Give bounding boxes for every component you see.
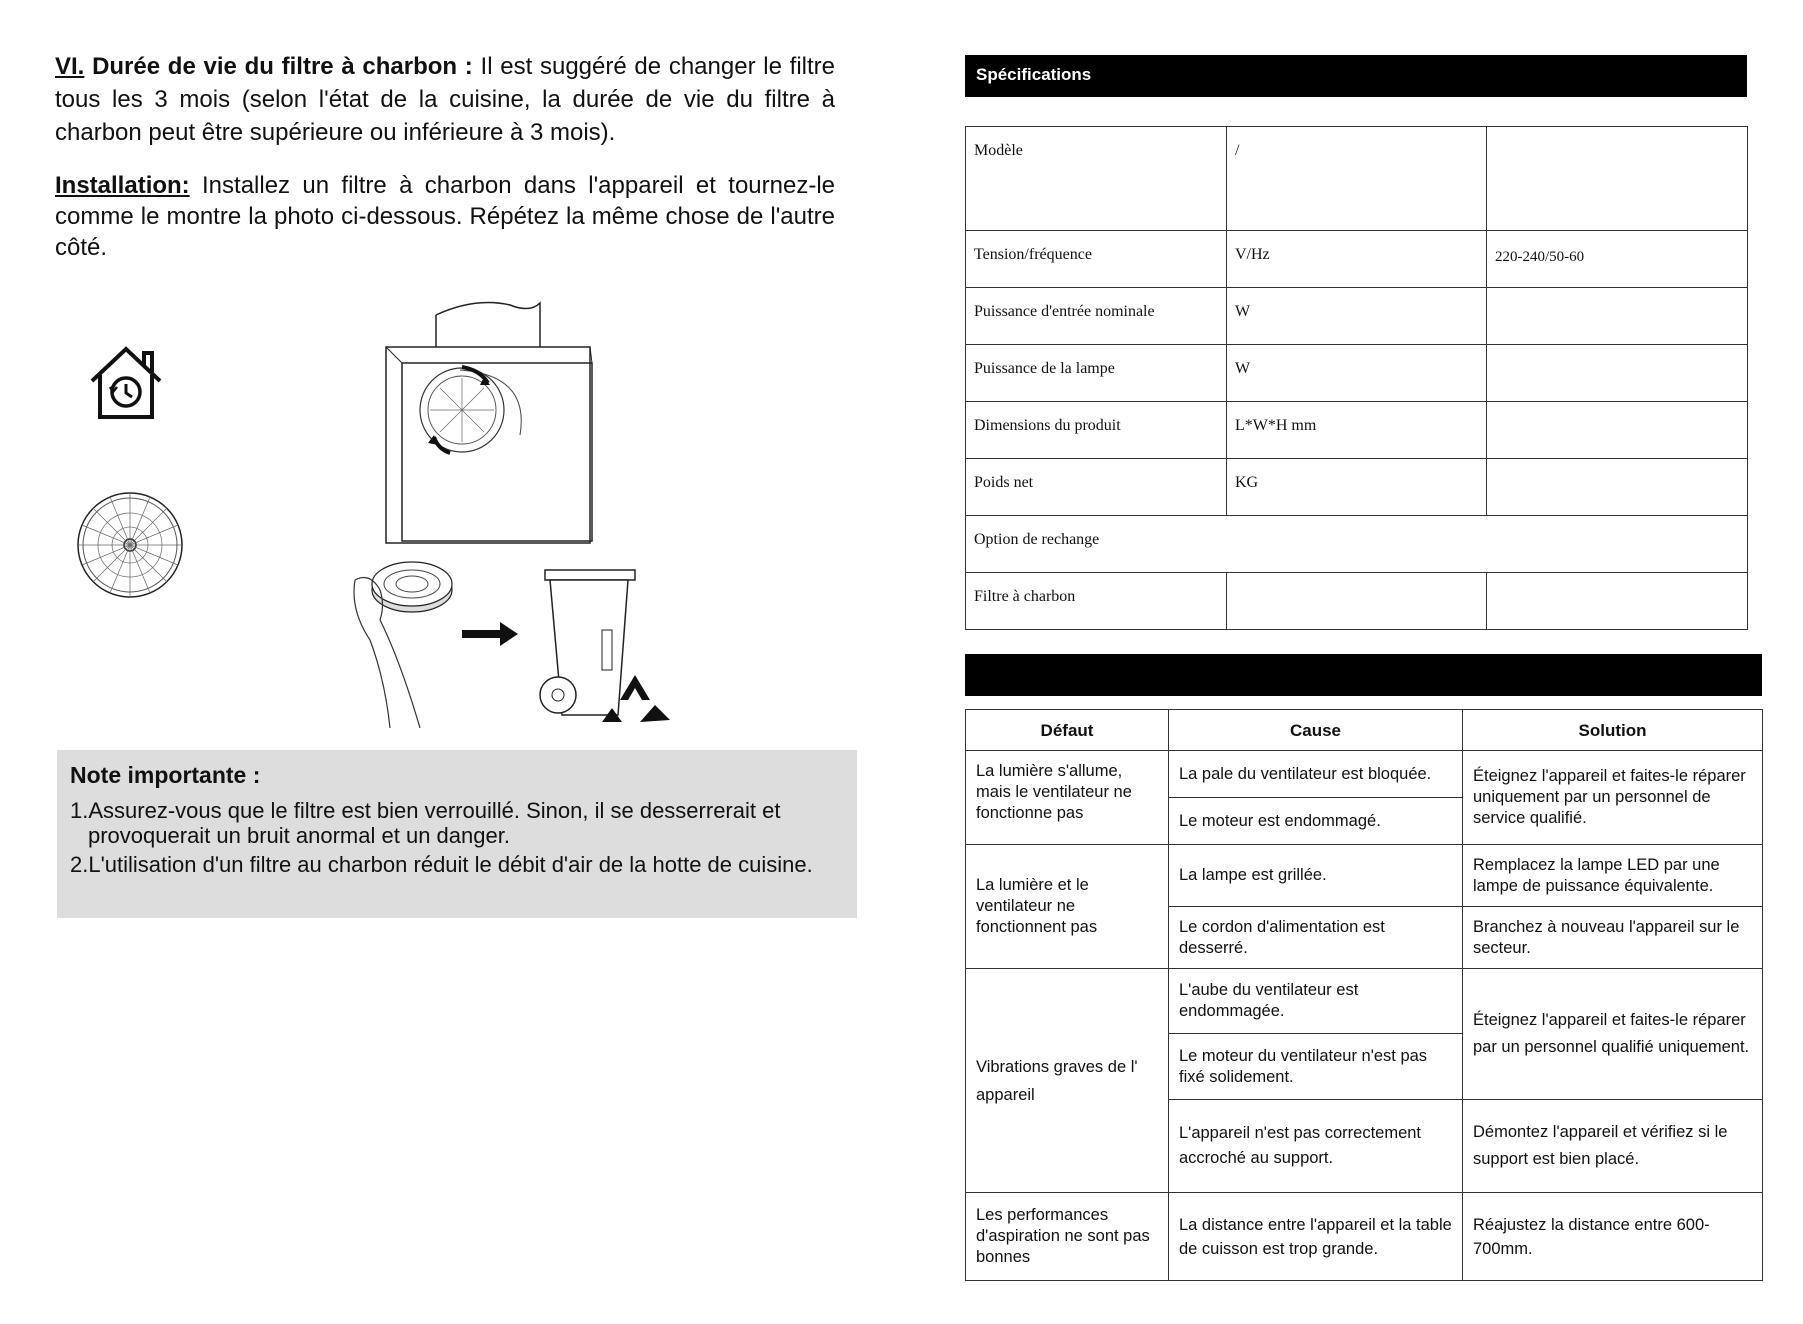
table-row [966,969,1763,1034]
spec-option-label: Option de rechange [974,531,1100,548]
spec-label: Tension/fréquence [974,246,1092,263]
installation-paragraph [55,170,835,263]
defaut-cell: La lumière et le ventilateur ne fonctionnent pas [966,845,1169,969]
note-item-1: 1.Assurez-vous que le filtre est bien verrouillé. Sinon, il se desserrerait et provoquerait un bruit anormal et un danger. [70,798,781,848]
troubleshooting-table [965,709,1763,1281]
spec-unit [1235,573,1478,588]
spec-unit: W [1235,303,1251,320]
specifications-header [965,55,1747,97]
cause-cell: La distance entre l'appareil et la table de cuisson est trop grande. [1169,1193,1463,1281]
spec-value: 220-240/50-60 [1495,249,1585,265]
spec-label: Dimensions du produit [974,417,1121,434]
header-cause: Cause [1169,710,1463,751]
header-defaut: Défaut [966,710,1169,751]
spec-row-charcoal-filter [966,573,1748,630]
spec-label: Filtre à charbon [974,588,1076,605]
filter-life-paragraph [55,50,835,149]
cause-cell: Le cordon d'alimentation est desserré. [1169,907,1463,969]
troubleshooting-header-bar [965,654,1762,696]
solution-cell: Remplacez la lampe LED par une lampe de puissance équivalente. [1463,845,1763,907]
cause-cell: La pale du ventilateur est bloquée. [1169,751,1463,798]
range-hood-illustration [380,295,610,545]
charcoal-filter-icon [75,490,185,600]
spec-value [1495,345,1739,360]
spec-row-weight [966,459,1748,516]
cause-cell: L'appareil n'est pas correctement accroché au support. [1169,1100,1463,1193]
note-item-2: 2.L'utilisation d'un filtre au charbon réduit le débit d'air de la hotte de cuisine. [70,852,813,877]
filter-disposal-illustration [350,550,710,730]
header-solution: Solution [1463,710,1763,751]
spec-label: Modèle [974,142,1023,159]
defaut-cell: La lumière s'allume, mais le ventilateur ne fonctionne pas [966,751,1169,845]
spec-unit: KG [1235,474,1259,491]
spec-unit: / [1235,142,1240,159]
spec-unit: L*W*H mm [1235,417,1317,434]
solution-cell: Branchez à nouveau l'appareil sur le secteur. [1463,907,1763,969]
spec-label: Puissance d'entrée nominale [974,303,1155,320]
spec-value [1495,573,1739,588]
spec-unit: W [1235,360,1251,377]
spec-unit: V/Hz [1235,246,1270,263]
table-row [966,751,1763,798]
spec-row-input-power [966,288,1748,345]
spec-row-model [966,127,1748,231]
cause-cell: Le moteur est endommagé. [1169,798,1463,845]
left-page [0,0,900,1324]
spec-row-lamp-power [966,345,1748,402]
defaut-cell: Les performances d'aspiration ne sont pas bonnes [966,1193,1169,1281]
cause-cell: L'aube du ventilateur est endommagée. [1169,969,1463,1034]
table-row [966,1193,1763,1281]
specifications-title: Spécifications [976,65,1092,84]
cause-cell: La lampe est grillée. [1169,845,1463,907]
installation-text: Installez un filtre à charbon dans l'appareil et tournez-le comme le montre la photo ci-dessous. Répétez la même chose de l'autre côté. [55,172,835,261]
section-number: VI. [55,53,85,80]
specifications-table [965,126,1748,630]
filter-life-text: Il est suggéré de changer le filtre tous les 3 mois (selon l'état de la cuisine, la durée de vie du filtre à charbon peut être supérieure ou inférieure à 3 mois). [55,53,836,146]
spec-row-option [966,516,1748,573]
spec-label: Poids net [974,474,1034,491]
spec-row-voltage [966,231,1748,288]
spec-label: Puissance de la lampe [974,360,1115,377]
solution-cell: Éteignez l'appareil et faites-le réparer uniquement par un personnel de service qualifié. [1463,751,1763,845]
spec-value [1495,402,1739,417]
spec-value [1495,288,1739,303]
solution-cell: Réajustez la distance entre 600-700mm. [1463,1193,1763,1281]
troubleshooting-header-row [966,710,1763,751]
solution-cell: Démontez l'appareil et vérifiez si le support est bien placé. [1463,1100,1763,1193]
defaut-cell: Vibrations graves de l' appareil [966,969,1169,1193]
right-page [900,0,1803,1324]
solution-cell: Éteignez l'appareil et faites-le réparer par un personnel qualifié uniquement. [1463,969,1763,1100]
table-row [966,845,1763,907]
filter-life-heading: Durée de vie du filtre à charbon : [92,53,473,80]
spec-value [1495,127,1739,142]
cause-cell: Le moteur du ventilateur n'est pas fixé solidement. [1169,1034,1463,1100]
installation-heading: Installation: [55,172,190,199]
note-title: Note importante : [70,762,261,788]
spec-value [1495,459,1739,474]
spec-row-dimensions [966,402,1748,459]
house-clock-icon [88,345,164,421]
